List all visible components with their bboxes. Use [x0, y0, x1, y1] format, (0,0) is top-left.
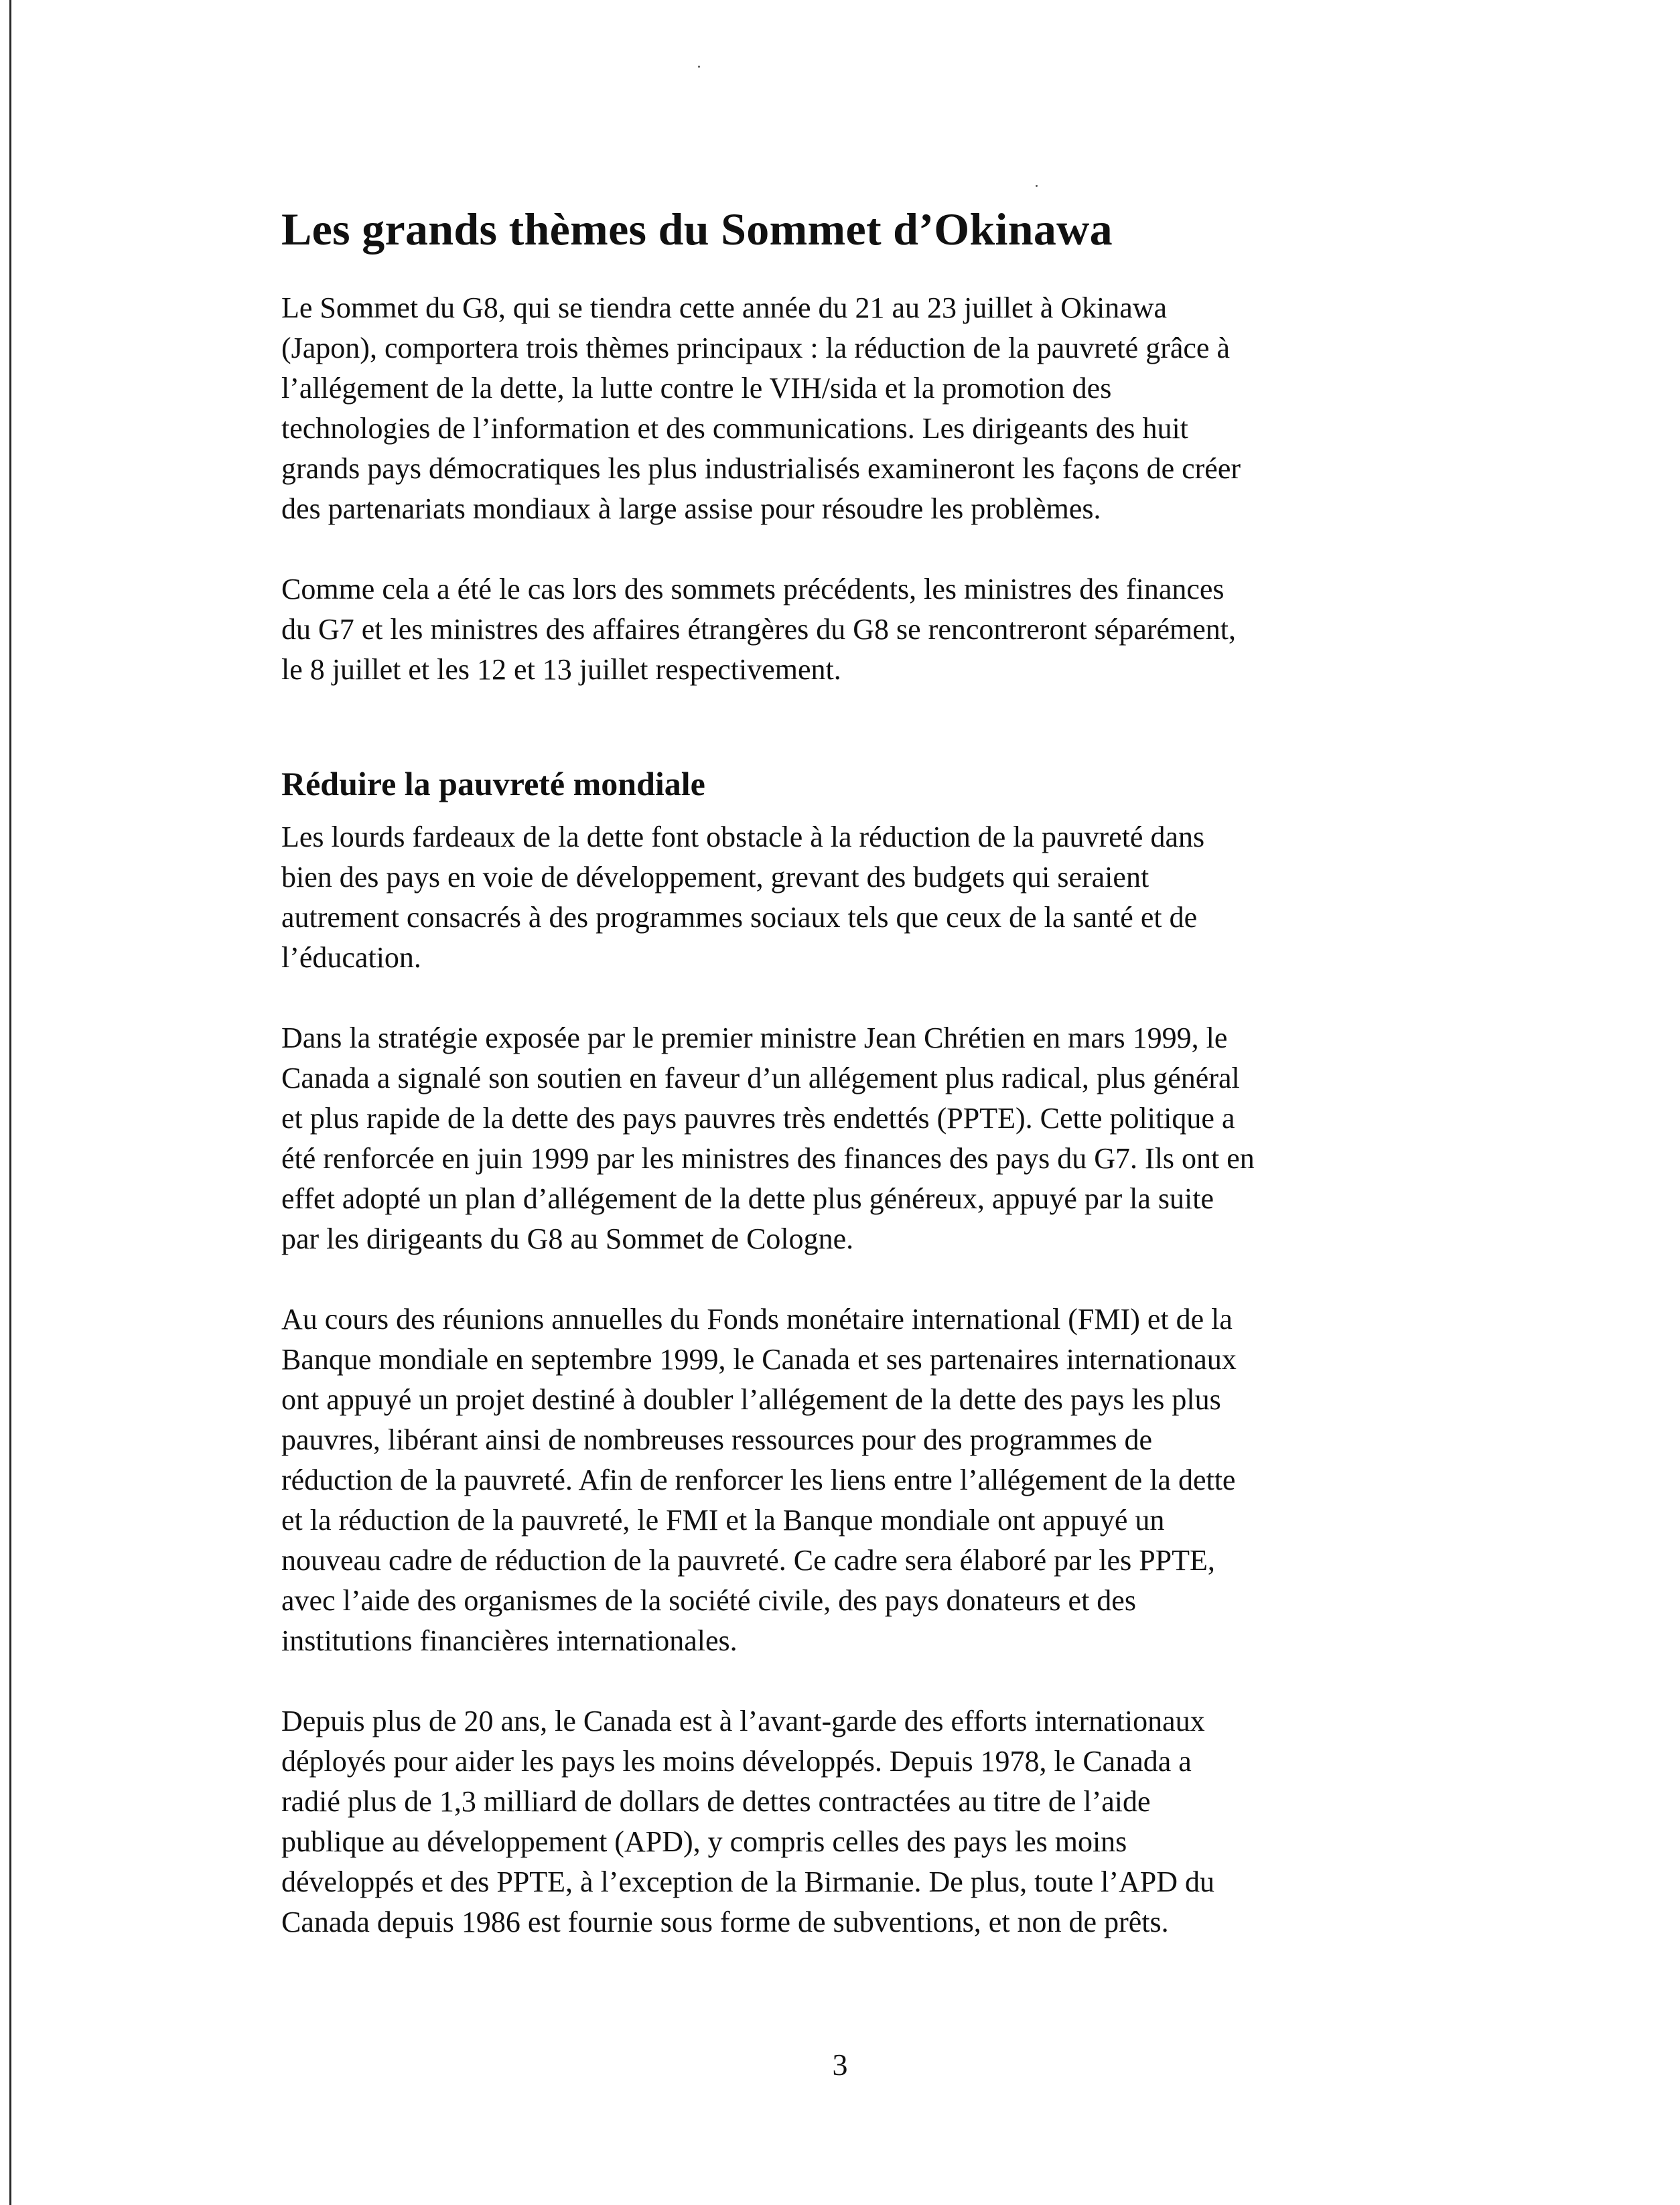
document-body — [281, 202, 1407, 1983]
scan-speck — [1036, 185, 1038, 187]
section-paragraph-2: Dans la stratégie exposée par le premier ministre Jean Chrétien en mars 1999, le Canada a signalé son soutien en faveur d’un allégement plus radical, plus général et plus rapide de la dette des pays pauvres très endettés (PPTE). Cette politique a été renforcée en juin 1999 par les ministres des finances des pays du G7. Ils ont en effet adopté un plan d’allégement de la dette plus généreux, appuyé par la suite par les dirigeants du G8 au Sommet de Cologne. — [281, 1021, 1255, 1255]
page-number: 3 — [832, 2048, 848, 2082]
scan-edge-line — [9, 0, 11, 2205]
section-paragraph-4: Depuis plus de 20 ans, le Canada est à l’avant-garde des efforts internationaux déployés pour aider les pays les moins développés. Depuis 1978, le Canada a radié plus de 1,3 milliard de dollars de dettes contractées au titre de l’aide publique au développement (APD), y compris celles des pays les moins développés et des PPTE, à l’exception de la Birmanie. De plus, toute l’APD du Canada depuis 1986 est fournie sous forme de subventions, et non de prêts. — [281, 1705, 1215, 1938]
page-title: Les grands thèmes du Sommet d’Okinawa — [281, 204, 1113, 255]
section-paragraph-1: Les lourds fardeaux de la dette font obstacle à la réduction de la pauvreté dans bien des pays en voie de développement, grevant des budgets qui seraient autrement consacrés à des programmes sociaux tels que ceux de la santé et de l’éducation. — [281, 821, 1205, 974]
section-paragraph-3: Au cours des réunions annuelles du Fonds monétaire international (FMI) et de la Banque mondiale en septembre 1999, le Canada et ses partenaires internationaux ont appuyé un projet destiné à doubler l’allégement de la dette des pays les plus pauvres, libérant ainsi de nombreuses ressources pour des programmes de réduction de la pauvreté. Afin de renforcer les liens entre l’allégement de la dette et la réduction de la pauvreté, le FMI et la Banque mondiale ont appuyé un nouveau cadre de réduction de la pauvreté. Ce cadre sera élaboré par les PPTE, avec l’aide des organismes de la société civile, des pays donateurs et des institutions financières internationales. — [281, 1303, 1237, 1657]
intro-paragraph-1: Le Sommet du G8, qui se tiendra cette année du 21 au 23 juillet à Okinawa (Japon), comportera trois thèmes principaux : la réduction de la pauvreté grâce à l’allégement de la dette, la lutte contre le VIH/sida et la promotion des technologies de l’information et des communications. Les dirigeants des huit grands pays démocratiques les plus industrialisés examineront les façons de créer des partenariats mondiaux à large assise pour résoudre les problèmes. — [281, 291, 1241, 525]
scan-speck — [698, 66, 700, 68]
intro-paragraph-2: Comme cela a été le cas lors des sommets précédents, les ministres des finances du G7 et les ministres des affaires étrangères du G8 se rencontreront séparément, le 8 juillet et les 12 et 13 juillet respectivement. — [281, 573, 1237, 686]
section-heading: Réduire la pauvreté mondiale — [281, 765, 705, 802]
